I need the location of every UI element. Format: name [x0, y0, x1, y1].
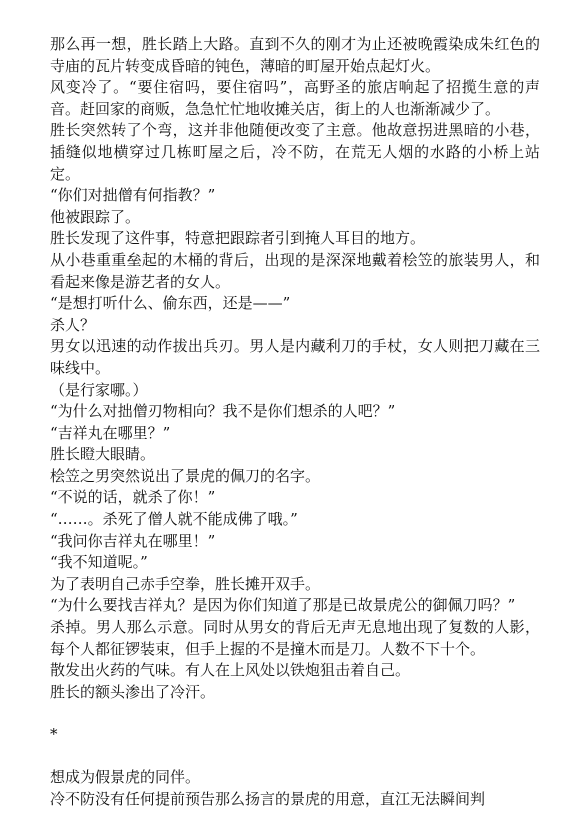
paragraph-23: 散发出火药的气味。有人在上风处以铁炮狙击着自己。 — [50, 661, 411, 680]
paragraph-15: 桧笠之男突然说出了景虎的佩刀的名字。 — [50, 466, 321, 485]
paragraph-13: “吉祥丸在哪里？” — [50, 423, 171, 442]
text-block-main — [50, 34, 540, 703]
paragraph-17: “……。杀死了僧人就不能成佛了哦。” — [50, 510, 298, 529]
paragraph-26: 冷不防没有任何提前预告那么扬言的景虎的用意，直江无法瞬间判 — [50, 789, 486, 808]
blank-line — [50, 703, 540, 724]
paragraph-14: 胜长瞪大眼睛。 — [50, 445, 156, 464]
paragraph-24: 胜长的额头渗出了冷汗。 — [50, 682, 216, 701]
blank-line — [50, 746, 540, 767]
paragraph-10: 男女以迅速的动作拔出兵刃。男人是内藏利刀的手杖，女人则把刀藏在三味线中。 — [50, 337, 540, 377]
paragraph-8: “是想打听什么、偷东西，还是——” — [50, 294, 291, 313]
paragraph-16: “不说的话，就杀了你！” — [50, 488, 216, 507]
paragraph-2: 风变冷了。“要住宿吗，要住宿吗”，高野圣的旅店响起了招揽生意的声音。赶回家的商贩，急急忙忙地收摊关店，街上的人也渐渐减少了。 — [50, 78, 540, 118]
paragraph-6: 胜长发现了这件事，特意把跟踪者引到掩人耳目的地方。 — [50, 229, 426, 248]
paragraph-3: 胜长突然转了个弯，这并非他随便改变了主意。他故意拐进黑暗的小巷，插缝似地横穿过几栋町屋之后，冷不防，在荒无人烟的水路的小桥上站定。 — [50, 121, 540, 183]
paragraph-1: 那么再一想，胜长踏上大路。直到不久的刚才为止还被晚霞染成朱红色的寺庙的瓦片转变成昏暗的钝色，薄暗的町屋开始点起灯火。 — [50, 35, 540, 75]
document-page — [50, 34, 540, 810]
paragraph-4: “你们对拙僧有何指教？” — [50, 186, 216, 205]
paragraph-25: 想成为假景虎的同伴。 — [50, 768, 201, 786]
paragraph-21: “为什么要找吉祥丸？是因为你们知道了那是已故景虎公的御佩刀吗？” — [50, 596, 516, 615]
section-separator: * — [50, 725, 58, 744]
paragraph-22: 杀掉。男人那么示意。同时从男女的背后无声无息地出现了复数的人影，每个人都征锣装束，但手上握的不是撞木而是刀。人数不下十个。 — [50, 618, 540, 658]
paragraph-9: 杀人？ — [50, 315, 96, 334]
text-block-next — [50, 767, 540, 810]
paragraph-7: 从小巷重重垒起的木桶的背后，出现的是深深地戴着桧笠的旅装男人，和看起来像是游艺者的女人。 — [50, 250, 540, 291]
paragraph-5: 他被跟踪了。 — [50, 207, 141, 226]
paragraph-18: “我问你吉祥丸在哪里！” — [50, 531, 216, 550]
paragraph-12: “为什么对拙僧刃物相向？我不是你们想杀的人吧？” — [50, 402, 396, 421]
paragraph-11: （是行家哪。） — [50, 380, 148, 399]
paragraph-20: 为了表明自己赤手空拳，胜长摊开双手。 — [50, 574, 321, 593]
paragraph-19: “我不知道呢。” — [50, 553, 148, 572]
